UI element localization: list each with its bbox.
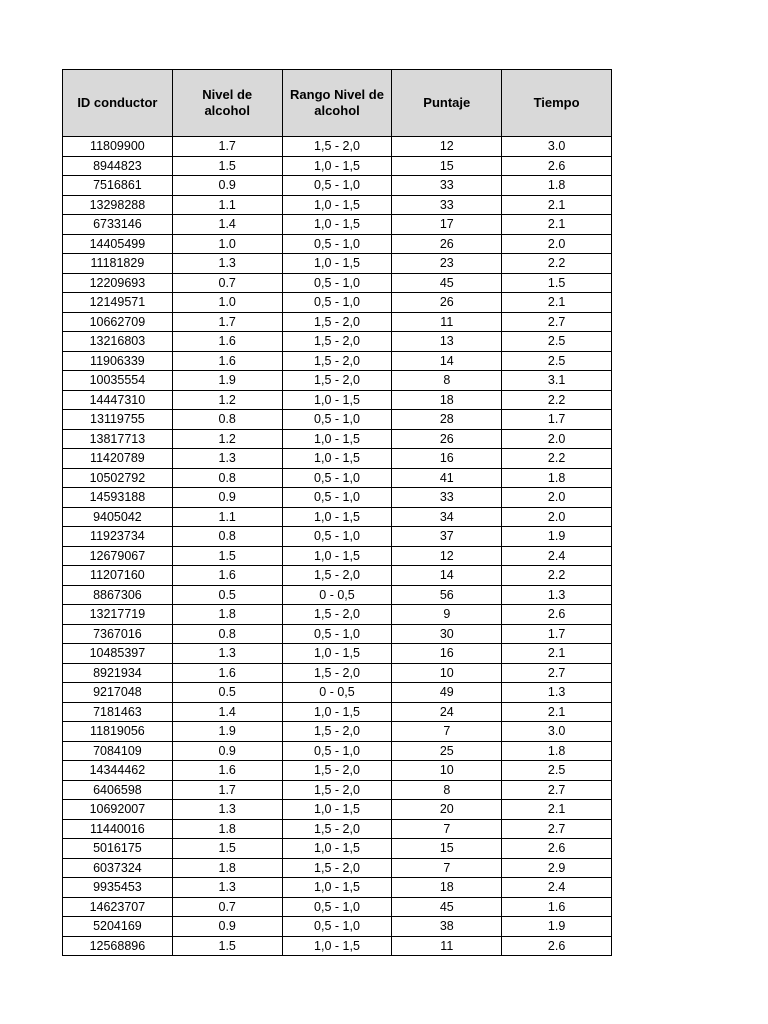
cell-id-conductor[interactable]: 5204169 [63,917,173,937]
cell-id-conductor[interactable]: 14447310 [63,390,173,410]
table-row [63,410,612,430]
cell-tiempo[interactable]: 2.2 [502,390,612,410]
cell-rango-nivel[interactable]: 1,0 - 1,5 [282,800,392,820]
cell-tiempo[interactable]: 2.1 [502,215,612,235]
table-row [63,644,612,664]
cell-rango-nivel[interactable]: 1,5 - 2,0 [282,819,392,839]
cell-nivel-de-alcohol[interactable]: 1.3 [172,254,282,274]
table-row [63,254,612,274]
cell-tiempo[interactable]: 2.2 [502,254,612,274]
table-row [63,390,612,410]
cell-nivel-de-alcohol[interactable]: 1.5 [172,839,282,859]
table-row [63,800,612,820]
cell-id-conductor[interactable]: 8944823 [63,156,173,176]
cell-tiempo[interactable]: 3.0 [502,137,612,157]
cell-puntaje[interactable]: 8 [392,371,502,391]
cell-id-conductor[interactable]: 11207160 [63,566,173,586]
table-row [63,858,612,878]
cell-id-conductor[interactable]: 10485397 [63,644,173,664]
cell-rango-nivel[interactable]: 1,5 - 2,0 [282,663,392,683]
cell-rango-nivel[interactable]: 1,5 - 2,0 [282,371,392,391]
table-row [63,605,612,625]
table-row [63,546,612,566]
cell-nivel-de-alcohol[interactable]: 0.9 [172,917,282,937]
cell-puntaje[interactable]: 13 [392,332,502,352]
cell-tiempo[interactable]: 2.1 [502,702,612,722]
table-row [63,566,612,586]
cell-rango-nivel[interactable]: 1,5 - 2,0 [282,761,392,781]
table-row [63,156,612,176]
cell-tiempo[interactable]: 1.7 [502,624,612,644]
cell-tiempo[interactable]: 2.6 [502,605,612,625]
cell-rango-nivel[interactable]: 1,5 - 2,0 [282,332,392,352]
cell-id-conductor[interactable]: 11819056 [63,722,173,742]
cell-puntaje[interactable]: 56 [392,585,502,605]
cell-nivel-de-alcohol[interactable]: 1.3 [172,449,282,469]
cell-puntaje[interactable]: 16 [392,644,502,664]
cell-rango-nivel[interactable]: 1,5 - 2,0 [282,722,392,742]
cell-tiempo[interactable]: 2.1 [502,293,612,313]
cell-puntaje[interactable]: 33 [392,488,502,508]
cell-tiempo[interactable]: 1.9 [502,917,612,937]
cell-tiempo[interactable]: 1.9 [502,527,612,547]
table-row [63,293,612,313]
table-row [63,839,612,859]
cell-nivel-de-alcohol[interactable]: 1.8 [172,605,282,625]
cell-tiempo[interactable]: 2.1 [502,800,612,820]
cell-rango-nivel[interactable]: 0 - 0,5 [282,683,392,703]
cell-tiempo[interactable]: 2.0 [502,507,612,527]
cell-nivel-de-alcohol[interactable]: 0.9 [172,741,282,761]
table-row [63,878,612,898]
cell-nivel-de-alcohol[interactable]: 1.7 [172,780,282,800]
table-row [63,195,612,215]
column-header-id-conductor[interactable]: ID conductor [63,70,173,137]
cell-tiempo[interactable]: 1.3 [502,683,612,703]
table-row [63,312,612,332]
cell-id-conductor[interactable]: 11440016 [63,819,173,839]
cell-rango-nivel[interactable]: 1,0 - 1,5 [282,449,392,469]
cell-tiempo[interactable]: 2.1 [502,195,612,215]
cell-nivel-de-alcohol[interactable]: 0.8 [172,624,282,644]
cell-tiempo[interactable]: 3.1 [502,371,612,391]
cell-puntaje[interactable]: 10 [392,761,502,781]
cell-id-conductor[interactable]: 14623707 [63,897,173,917]
cell-puntaje[interactable]: 25 [392,741,502,761]
table-row [63,663,612,683]
cell-puntaje[interactable]: 16 [392,449,502,469]
cell-tiempo[interactable]: 2.0 [502,234,612,254]
cell-nivel-de-alcohol[interactable]: 1.9 [172,371,282,391]
table-row [63,683,612,703]
cell-puntaje[interactable]: 15 [392,839,502,859]
cell-nivel-de-alcohol[interactable]: 1.0 [172,293,282,313]
cell-id-conductor[interactable]: 10035554 [63,371,173,391]
cell-rango-nivel[interactable]: 1,5 - 2,0 [282,351,392,371]
cell-tiempo[interactable]: 2.6 [502,839,612,859]
column-header-rango-nivel-de-alcohol[interactable]: Rango Nivel de alcohol [282,70,392,137]
cell-puntaje[interactable]: 11 [392,936,502,956]
cell-rango-nivel[interactable]: 0,5 - 1,0 [282,897,392,917]
cell-rango-nivel[interactable]: 1,0 - 1,5 [282,195,392,215]
cell-nivel-de-alcohol[interactable]: 0.7 [172,897,282,917]
table-row [63,332,612,352]
cell-puntaje[interactable]: 10 [392,663,502,683]
table-row [63,176,612,196]
column-header-puntaje[interactable]: Puntaje [392,70,502,137]
cell-puntaje[interactable]: 38 [392,917,502,937]
cell-tiempo[interactable]: 2.7 [502,312,612,332]
cell-id-conductor[interactable]: 8921934 [63,663,173,683]
table-row [63,215,612,235]
cell-rango-nivel[interactable]: 0,5 - 1,0 [282,176,392,196]
cell-id-conductor[interactable]: 13119755 [63,410,173,430]
cell-id-conductor[interactable]: 7181463 [63,702,173,722]
cell-rango-nivel[interactable]: 1,5 - 2,0 [282,137,392,157]
cell-puntaje[interactable]: 12 [392,546,502,566]
table-row [63,527,612,547]
cell-rango-nivel[interactable]: 0,5 - 1,0 [282,527,392,547]
cell-nivel-de-alcohol[interactable]: 1.3 [172,878,282,898]
cell-tiempo[interactable]: 2.4 [502,546,612,566]
cell-rango-nivel[interactable]: 1,5 - 2,0 [282,312,392,332]
cell-tiempo[interactable]: 1.7 [502,410,612,430]
cell-rango-nivel[interactable]: 0,5 - 1,0 [282,273,392,293]
cell-rango-nivel[interactable]: 1,0 - 1,5 [282,254,392,274]
table-row [63,936,612,956]
cell-nivel-de-alcohol[interactable]: 0.5 [172,683,282,703]
cell-id-conductor[interactable]: 12679067 [63,546,173,566]
cell-tiempo[interactable]: 2.1 [502,644,612,664]
cell-nivel-de-alcohol[interactable]: 0.9 [172,488,282,508]
cell-tiempo[interactable]: 2.7 [502,780,612,800]
cell-id-conductor[interactable]: 14593188 [63,488,173,508]
cell-nivel-de-alcohol[interactable]: 1.1 [172,507,282,527]
table-row [63,780,612,800]
cell-id-conductor[interactable]: 7516861 [63,176,173,196]
cell-puntaje[interactable]: 37 [392,527,502,547]
cell-puntaje[interactable]: 34 [392,507,502,527]
cell-nivel-de-alcohol[interactable]: 1.4 [172,702,282,722]
cell-rango-nivel[interactable]: 1,0 - 1,5 [282,878,392,898]
cell-rango-nivel[interactable]: 1,5 - 2,0 [282,780,392,800]
table-row [63,137,612,157]
cell-id-conductor[interactable]: 10692007 [63,800,173,820]
cell-tiempo[interactable]: 2.7 [502,819,612,839]
cell-id-conductor[interactable]: 6406598 [63,780,173,800]
cell-puntaje[interactable]: 18 [392,390,502,410]
cell-id-conductor[interactable]: 10502792 [63,468,173,488]
cell-id-conductor[interactable]: 11923734 [63,527,173,547]
cell-nivel-de-alcohol[interactable]: 0.8 [172,527,282,547]
cell-rango-nivel[interactable]: 1,5 - 2,0 [282,605,392,625]
cell-tiempo[interactable]: 2.6 [502,936,612,956]
cell-nivel-de-alcohol[interactable]: 1.2 [172,390,282,410]
cell-rango-nivel[interactable]: 1,0 - 1,5 [282,507,392,527]
cell-rango-nivel[interactable]: 0,5 - 1,0 [282,410,392,430]
cell-nivel-de-alcohol[interactable]: 0.8 [172,468,282,488]
cell-nivel-de-alcohol[interactable]: 1.1 [172,195,282,215]
cell-tiempo[interactable]: 2.0 [502,429,612,449]
table-row [63,449,612,469]
cell-id-conductor[interactable]: 14344462 [63,761,173,781]
cell-rango-nivel[interactable]: 1,0 - 1,5 [282,156,392,176]
cell-nivel-de-alcohol[interactable]: 1.5 [172,936,282,956]
cell-puntaje[interactable]: 45 [392,897,502,917]
cell-tiempo[interactable]: 3.0 [502,722,612,742]
cell-puntaje[interactable]: 11 [392,312,502,332]
cell-puntaje[interactable]: 7 [392,722,502,742]
table-row [63,702,612,722]
cell-nivel-de-alcohol[interactable]: 1.5 [172,546,282,566]
cell-tiempo[interactable]: 1.8 [502,176,612,196]
cell-id-conductor[interactable]: 12209693 [63,273,173,293]
column-header-tiempo[interactable]: Tiempo [502,70,612,137]
table-row [63,429,612,449]
cell-puntaje[interactable]: 9 [392,605,502,625]
cell-puntaje[interactable]: 33 [392,176,502,196]
cell-id-conductor[interactable]: 13298288 [63,195,173,215]
cell-rango-nivel[interactable]: 0,5 - 1,0 [282,741,392,761]
cell-nivel-de-alcohol[interactable]: 1.8 [172,858,282,878]
table-row [63,917,612,937]
cell-nivel-de-alcohol[interactable]: 1.2 [172,429,282,449]
cell-id-conductor[interactable]: 12568896 [63,936,173,956]
table-body [63,137,612,956]
cell-nivel-de-alcohol[interactable]: 1.4 [172,215,282,235]
cell-rango-nivel[interactable]: 0,5 - 1,0 [282,293,392,313]
cell-rango-nivel[interactable]: 1,5 - 2,0 [282,566,392,586]
cell-id-conductor[interactable]: 12149571 [63,293,173,313]
cell-id-conductor[interactable]: 9935453 [63,878,173,898]
cell-tiempo[interactable]: 2.2 [502,566,612,586]
table-row [63,273,612,293]
data-table [62,69,612,956]
cell-rango-nivel[interactable]: 0,5 - 1,0 [282,234,392,254]
cell-nivel-de-alcohol[interactable]: 1.6 [172,761,282,781]
cell-rango-nivel[interactable]: 0,5 - 1,0 [282,468,392,488]
cell-rango-nivel[interactable]: 1,0 - 1,5 [282,429,392,449]
cell-puntaje[interactable]: 26 [392,429,502,449]
table-row [63,624,612,644]
cell-nivel-de-alcohol[interactable]: 1.6 [172,663,282,683]
cell-nivel-de-alcohol[interactable]: 0.5 [172,585,282,605]
table-row [63,722,612,742]
cell-nivel-de-alcohol[interactable]: 1.6 [172,351,282,371]
cell-rango-nivel[interactable]: 1,5 - 2,0 [282,858,392,878]
cell-puntaje[interactable]: 28 [392,410,502,430]
cell-puntaje[interactable]: 30 [392,624,502,644]
table-row [63,351,612,371]
cell-nivel-de-alcohol[interactable]: 1.0 [172,234,282,254]
cell-tiempo[interactable]: 1.3 [502,585,612,605]
cell-puntaje[interactable]: 26 [392,293,502,313]
cell-tiempo[interactable]: 1.8 [502,468,612,488]
table-row [63,507,612,527]
cell-nivel-de-alcohol[interactable]: 1.3 [172,800,282,820]
table-row [63,761,612,781]
cell-rango-nivel[interactable]: 1,0 - 1,5 [282,936,392,956]
cell-nivel-de-alcohol[interactable]: 1.9 [172,722,282,742]
cell-puntaje[interactable]: 26 [392,234,502,254]
cell-puntaje[interactable]: 49 [392,683,502,703]
cell-nivel-de-alcohol[interactable]: 1.5 [172,156,282,176]
table-row [63,234,612,254]
table-row [63,468,612,488]
cell-id-conductor[interactable]: 11809900 [63,137,173,157]
cell-id-conductor[interactable]: 6037324 [63,858,173,878]
cell-tiempo[interactable]: 1.6 [502,897,612,917]
column-header-nivel-de-alcohol[interactable]: Nivel de alcohol [172,70,282,137]
cell-id-conductor[interactable]: 5016175 [63,839,173,859]
cell-tiempo[interactable]: 2.7 [502,663,612,683]
cell-puntaje[interactable]: 33 [392,195,502,215]
cell-id-conductor[interactable]: 6733146 [63,215,173,235]
cell-id-conductor[interactable]: 14405499 [63,234,173,254]
cell-rango-nivel[interactable]: 0,5 - 1,0 [282,488,392,508]
cell-rango-nivel[interactable]: 0,5 - 1,0 [282,624,392,644]
cell-puntaje[interactable]: 8 [392,780,502,800]
cell-tiempo[interactable]: 2.5 [502,332,612,352]
cell-nivel-de-alcohol[interactable]: 1.7 [172,137,282,157]
cell-nivel-de-alcohol[interactable]: 0.7 [172,273,282,293]
cell-rango-nivel[interactable]: 0,5 - 1,0 [282,917,392,937]
cell-id-conductor[interactable]: 13817713 [63,429,173,449]
cell-id-conductor[interactable]: 11181829 [63,254,173,274]
table-row [63,897,612,917]
cell-puntaje[interactable]: 14 [392,351,502,371]
cell-id-conductor[interactable]: 13216803 [63,332,173,352]
cell-tiempo[interactable]: 1.5 [502,273,612,293]
cell-id-conductor[interactable]: 7367016 [63,624,173,644]
cell-nivel-de-alcohol[interactable]: 1.6 [172,332,282,352]
cell-tiempo[interactable]: 2.5 [502,351,612,371]
table-row [63,741,612,761]
cell-nivel-de-alcohol[interactable]: 1.3 [172,644,282,664]
cell-puntaje[interactable]: 15 [392,156,502,176]
cell-id-conductor[interactable]: 11906339 [63,351,173,371]
cell-puntaje[interactable]: 14 [392,566,502,586]
cell-tiempo[interactable]: 2.0 [502,488,612,508]
table-row [63,488,612,508]
cell-id-conductor[interactable]: 10662709 [63,312,173,332]
cell-id-conductor[interactable]: 8867306 [63,585,173,605]
cell-nivel-de-alcohol[interactable]: 0.9 [172,176,282,196]
cell-rango-nivel[interactable]: 1,0 - 1,5 [282,702,392,722]
cell-rango-nivel[interactable]: 1,0 - 1,5 [282,644,392,664]
cell-rango-nivel[interactable]: 1,0 - 1,5 [282,546,392,566]
cell-rango-nivel[interactable]: 1,0 - 1,5 [282,390,392,410]
cell-nivel-de-alcohol[interactable]: 1.8 [172,819,282,839]
header-row [63,70,612,137]
cell-tiempo[interactable]: 2.2 [502,449,612,469]
cell-puntaje[interactable]: 17 [392,215,502,235]
cell-id-conductor[interactable]: 7084109 [63,741,173,761]
cell-id-conductor[interactable]: 9217048 [63,683,173,703]
cell-puntaje[interactable]: 23 [392,254,502,274]
cell-puntaje[interactable]: 18 [392,878,502,898]
cell-id-conductor[interactable]: 11420789 [63,449,173,469]
cell-tiempo[interactable]: 2.9 [502,858,612,878]
cell-puntaje[interactable]: 20 [392,800,502,820]
cell-puntaje[interactable]: 41 [392,468,502,488]
cell-tiempo[interactable]: 2.6 [502,156,612,176]
cell-rango-nivel[interactable]: 0 - 0,5 [282,585,392,605]
cell-puntaje[interactable]: 24 [392,702,502,722]
cell-puntaje[interactable]: 45 [392,273,502,293]
cell-nivel-de-alcohol[interactable]: 1.6 [172,566,282,586]
spreadsheet [62,69,612,956]
cell-id-conductor[interactable]: 9405042 [63,507,173,527]
cell-tiempo[interactable]: 1.8 [502,741,612,761]
cell-rango-nivel[interactable]: 1,0 - 1,5 [282,215,392,235]
cell-id-conductor[interactable]: 13217719 [63,605,173,625]
table-row [63,819,612,839]
table-row [63,585,612,605]
cell-nivel-de-alcohol[interactable]: 1.7 [172,312,282,332]
cell-rango-nivel[interactable]: 1,0 - 1,5 [282,839,392,859]
cell-tiempo[interactable]: 2.4 [502,878,612,898]
cell-puntaje[interactable]: 7 [392,819,502,839]
cell-nivel-de-alcohol[interactable]: 0.8 [172,410,282,430]
table-row [63,371,612,391]
cell-tiempo[interactable]: 2.5 [502,761,612,781]
cell-puntaje[interactable]: 12 [392,137,502,157]
cell-puntaje[interactable]: 7 [392,858,502,878]
